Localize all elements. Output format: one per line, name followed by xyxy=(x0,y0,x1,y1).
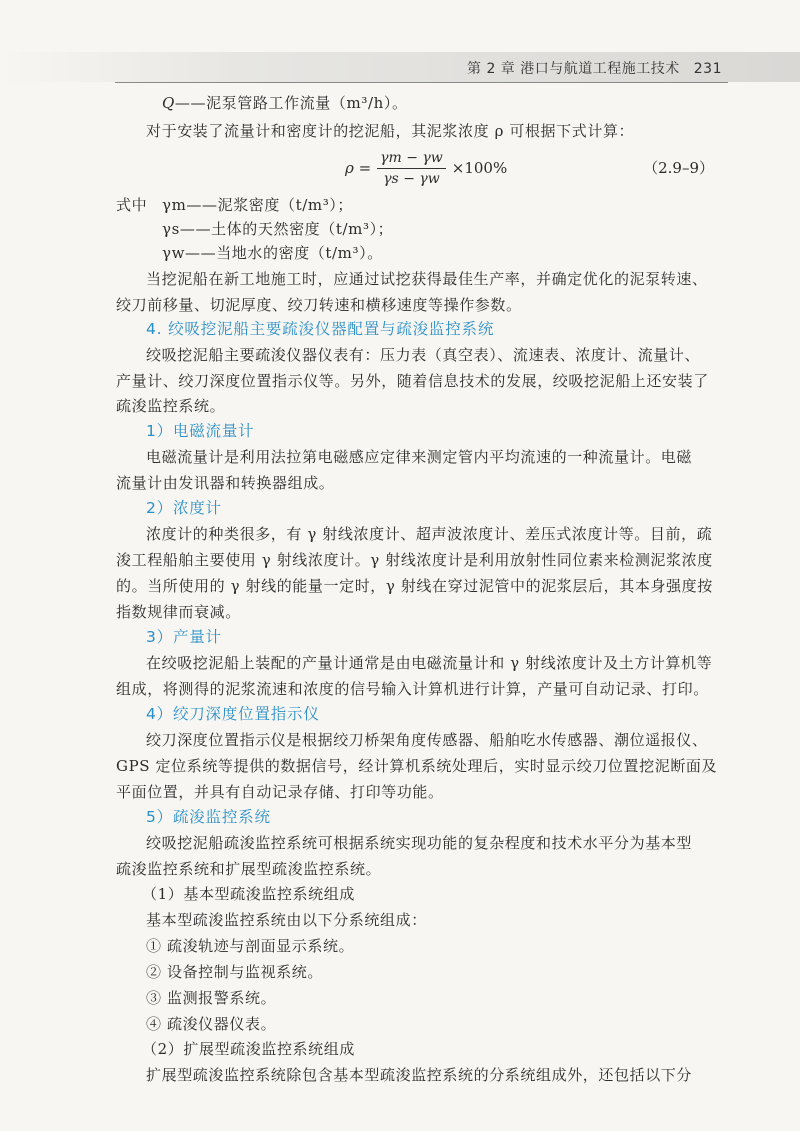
paragraph-line: 产量计、绞刀深度位置指示仪等。另外，随着信息技术的发展，绞吸挖泥船上还安装了 xyxy=(116,372,709,390)
equation-number: （2.9–9） xyxy=(643,159,714,177)
list-item: ② 设备控制与监视系统。 xyxy=(146,963,323,981)
definition-line: γm——泥浆密度（t/m³）； xyxy=(162,196,354,214)
paragraph-line: 组成，将测得的泥浆流速和浓度的信号输入计算机进行计算，产量可自动记录、打印。 xyxy=(116,680,709,698)
definition-q: Q——泥泵管路工作流量（m³/h）。 xyxy=(162,94,408,112)
subsection-heading: 4）绞刀深度位置指示仪 xyxy=(146,705,320,723)
definition-line: γs——土体的天然密度（t/m³）； xyxy=(162,220,394,238)
numbered-heading: （1）基本型疏浚监控系统组成 xyxy=(142,885,355,903)
paragraph-line: 浓度计的种类很多，有 γ 射线浓度计、超声波浓度计、差压式浓度计等。目前，疏 xyxy=(146,525,713,543)
list-item: ④ 疏浚仪器仪表。 xyxy=(146,1015,277,1033)
paragraph-line: 当挖泥船在新工地施工时，应通过试挖获得最佳生产率，并确定优化的泥泵转速、 xyxy=(146,270,708,288)
page-number: 231 xyxy=(693,61,722,77)
paragraph-line: 基本型疏浚监控系统由以下分系统组成： xyxy=(146,911,427,929)
formula-denominator: γs − γw xyxy=(383,170,440,187)
subsection-heading: 3）产量计 xyxy=(146,628,222,646)
header-rule xyxy=(115,82,728,83)
list-item: ③ 监测报警系统。 xyxy=(146,989,277,1007)
formula-tail: ×100% xyxy=(451,159,508,177)
formula-numerator: γm − γw xyxy=(377,150,446,169)
formula-lhs: ρ = xyxy=(345,159,372,177)
paragraph-line: 绞刀深度位置指示仪是根据绞刀桥架角度传感器、船舶吃水传感器、潮位遥报仪、 xyxy=(146,731,708,749)
paragraph-line: 指数规律而衰减。 xyxy=(116,603,241,621)
paragraph-line: 疏浚监控系统。 xyxy=(116,397,226,415)
list-item: ① 疏浚轨迹与剖面显示系统。 xyxy=(146,937,355,955)
paragraph-line: GPS 定位系统等提供的数据信号，经计算机系统处理后，实时显示绞刀位置挖泥断面及 xyxy=(116,757,718,775)
formula-fraction xyxy=(377,150,446,187)
paragraph-line: 扩展型疏浚监控系统除包含基本型疏浚监控系统的分系统组成外，还包括以下分 xyxy=(146,1066,693,1084)
paragraph-line: 绞刀前移量、切泥厚度、绞刀转速和横移速度等操作参数。 xyxy=(116,296,522,314)
paragraph-line: 的。当所使用的 γ 射线的能量一定时，γ 射线在穿过泥管中的泥浆层后，其本身强度按 xyxy=(116,577,713,595)
running-header xyxy=(467,58,722,78)
paragraph-line: 浚工程船舶主要使用 γ 射线浓度计。γ 射线浓度计是利用放射性同位素来检测泥浆浓度 xyxy=(116,551,713,569)
formula-2-9-9 xyxy=(345,146,507,190)
paragraph-line: 绞吸挖泥船主要疏浚仪器仪表有：压力表（真空表）、流速表、浓度计、流量计、 xyxy=(146,346,701,364)
paragraph-line: 平面位置，并具有自动记录存储、打印等功能。 xyxy=(116,783,444,801)
paragraph-line: 绞吸挖泥船疏浚监控系统可根据系统实现功能的复杂程度和技术水平分为基本型 xyxy=(146,834,693,852)
paragraph-line: 电磁流量计是利用法拉第电磁感应定律来测定管内平均流速的一种流量计。电磁 xyxy=(146,448,693,466)
subsection-heading: 2）浓度计 xyxy=(146,499,222,517)
definition-line: γw——当地水的密度（t/m³）。 xyxy=(162,244,383,262)
numbered-heading: （2）扩展型疏浚监控系统组成 xyxy=(142,1040,355,1058)
subsection-heading: 1）电磁流量计 xyxy=(146,422,255,440)
chapter-title: 第 2 章 港口与航道工程施工技术 xyxy=(467,61,680,77)
section-heading: 4. 绞吸挖泥船主要疏浚仪器配置与疏浚监控系统 xyxy=(146,320,495,338)
where-label: 式中 xyxy=(116,196,148,214)
paragraph-line: 疏浚监控系统和扩展型疏浚监控系统。 xyxy=(116,860,382,878)
paragraph-line: 对于安装了流量计和密度计的挖泥船，其泥浆浓度 ρ 可根据下式计算： xyxy=(146,122,635,140)
paragraph-line: 在绞吸挖泥船上装配的产量计通常是由电磁流量计和 γ 射线浓度计及土方计算机等 xyxy=(146,654,713,672)
subsection-heading: 5）疏浚监控系统 xyxy=(146,808,271,826)
paragraph-line: 流量计由发讯器和转换器组成。 xyxy=(116,474,335,492)
